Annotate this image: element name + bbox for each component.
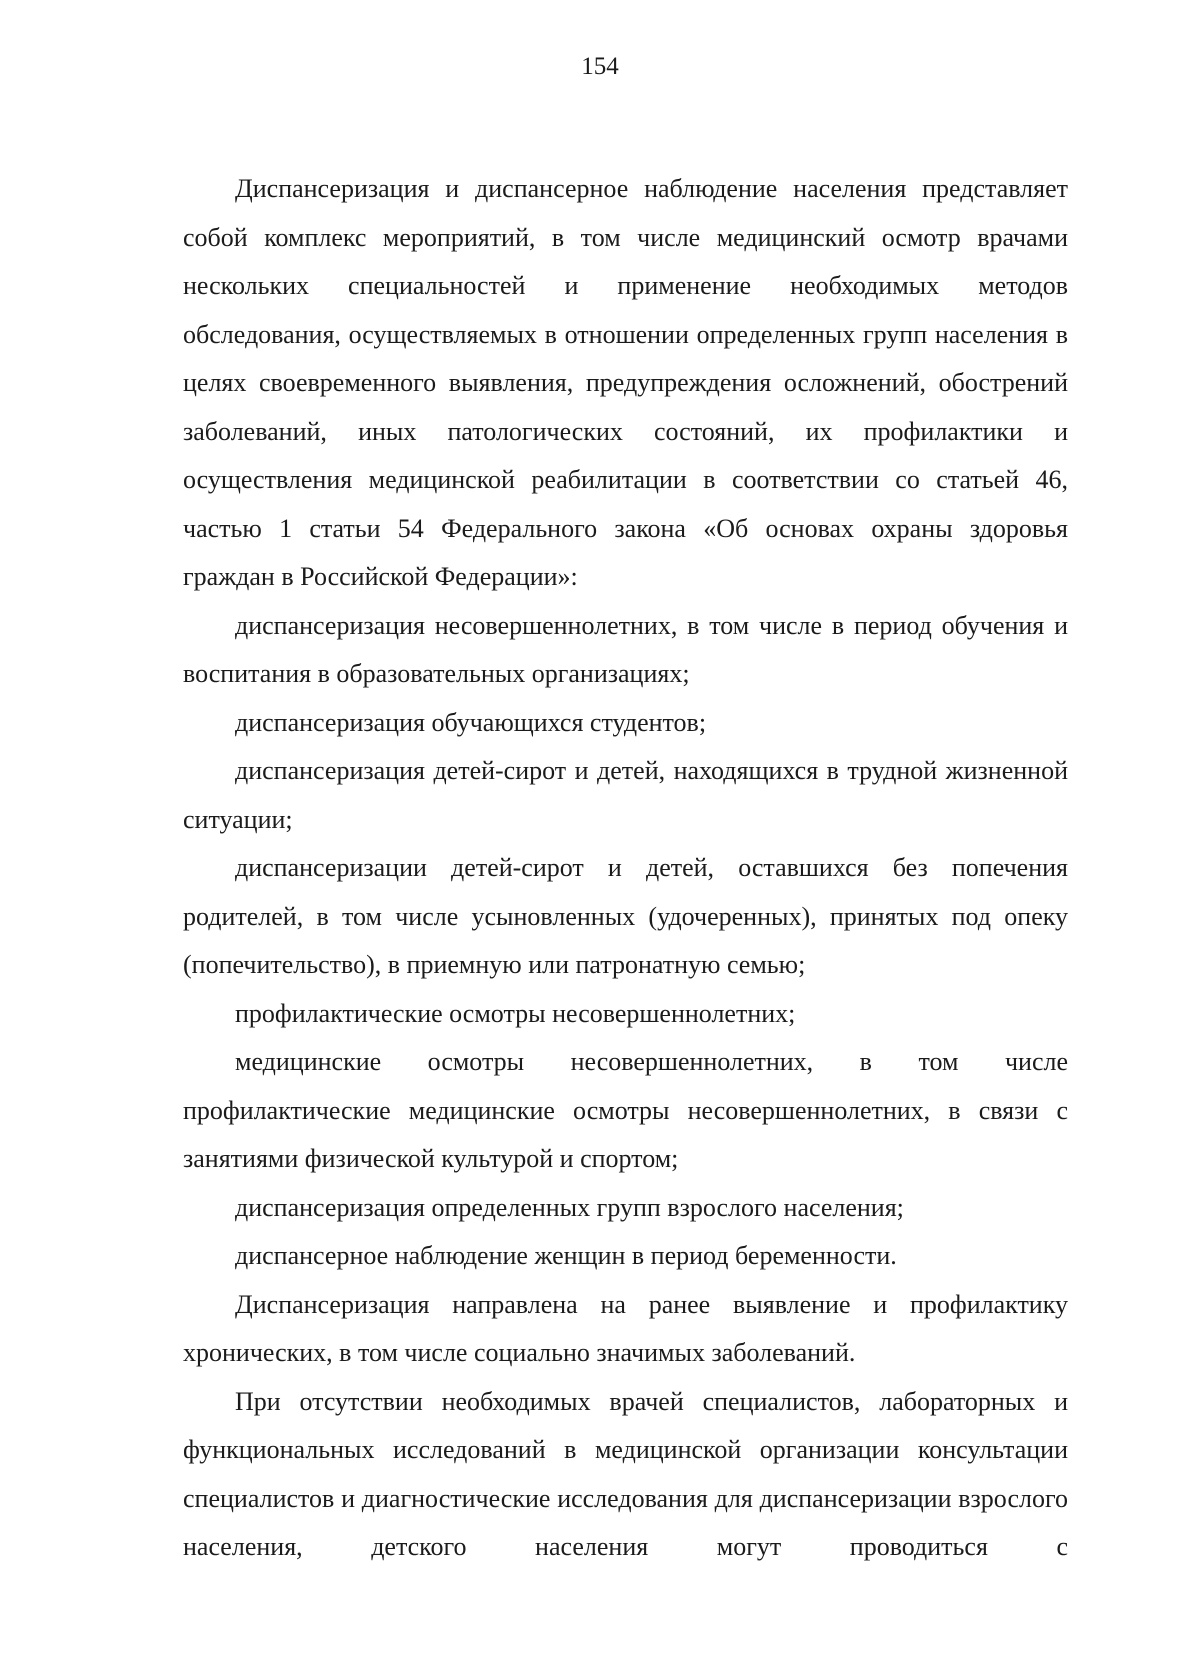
list-item-orphans-without-care: диспансеризации детей-сирот и детей, оставшихся без попечения родителей, в том числе усыновленных (удочеренных), принятых под опеку (попечительство), в приемную или патронатную семью;: [183, 853, 1068, 979]
list-item-students-dispensarization: диспансеризация обучающихся студентов;: [235, 707, 707, 737]
list-item-pregnancy-observation: диспансерное наблюдение женщин в период беременности.: [235, 1241, 897, 1270]
page-number: 154: [581, 53, 619, 80]
list-item-orphans-difficult-situation: диспансеризация детей-сирот и детей, находящихся в трудной жизненной ситуации;: [183, 756, 1068, 834]
document-body: [183, 165, 1068, 1572]
list-item-medical-exams-minors-sport: медицинские осмотры несовершеннолетних, в том числе профилактические медицинские осмотры несовершеннолетних, в связи с занятиями физической культурой и спортом;: [183, 1047, 1068, 1173]
list-item-preventive-exams-minors: профилактические осмотры несовершеннолетних;: [235, 998, 796, 1028]
paragraph-absence-of-specialists: При отсутствии необходимых врачей специалистов, лабораторных и функциональных исследований в медицинской организации консультации специалистов и диагностические исследования для диспансеризации взрослого населения, детского населения могут проводиться с: [183, 1386, 1068, 1561]
paragraph-definition: Диспансеризация и диспансерное наблюдение населения представляет собой комплекс мероприятий, в том числе медицинский осмотр врачами нескольких специальностей и применение необходимых методов обследования, осуществляемых в отношении определенных групп населения в целях своевременного выявления, предупреждения осложнений, обострений заболеваний, иных патологических состояний, их профилактики и осуществления медицинской реабилитации в соответствии со статьей 46, частью 1 статьи 54 Федерального закона «Об основах охраны здоровья граждан в Российской Федерации»:: [183, 174, 1068, 591]
paragraph-aim: Диспансеризация направлена на ранее выявление и профилактику хронических, в том числе социально значимых заболеваний.: [183, 1289, 1068, 1367]
list-item-minors-dispensarization: диспансеризация несовершеннолетних, в том числе в период обучения и воспитания в образовательных организациях;: [183, 610, 1068, 688]
list-item-adult-groups-dispensarization: диспансеризация определенных групп взрослого населения;: [235, 1192, 904, 1222]
